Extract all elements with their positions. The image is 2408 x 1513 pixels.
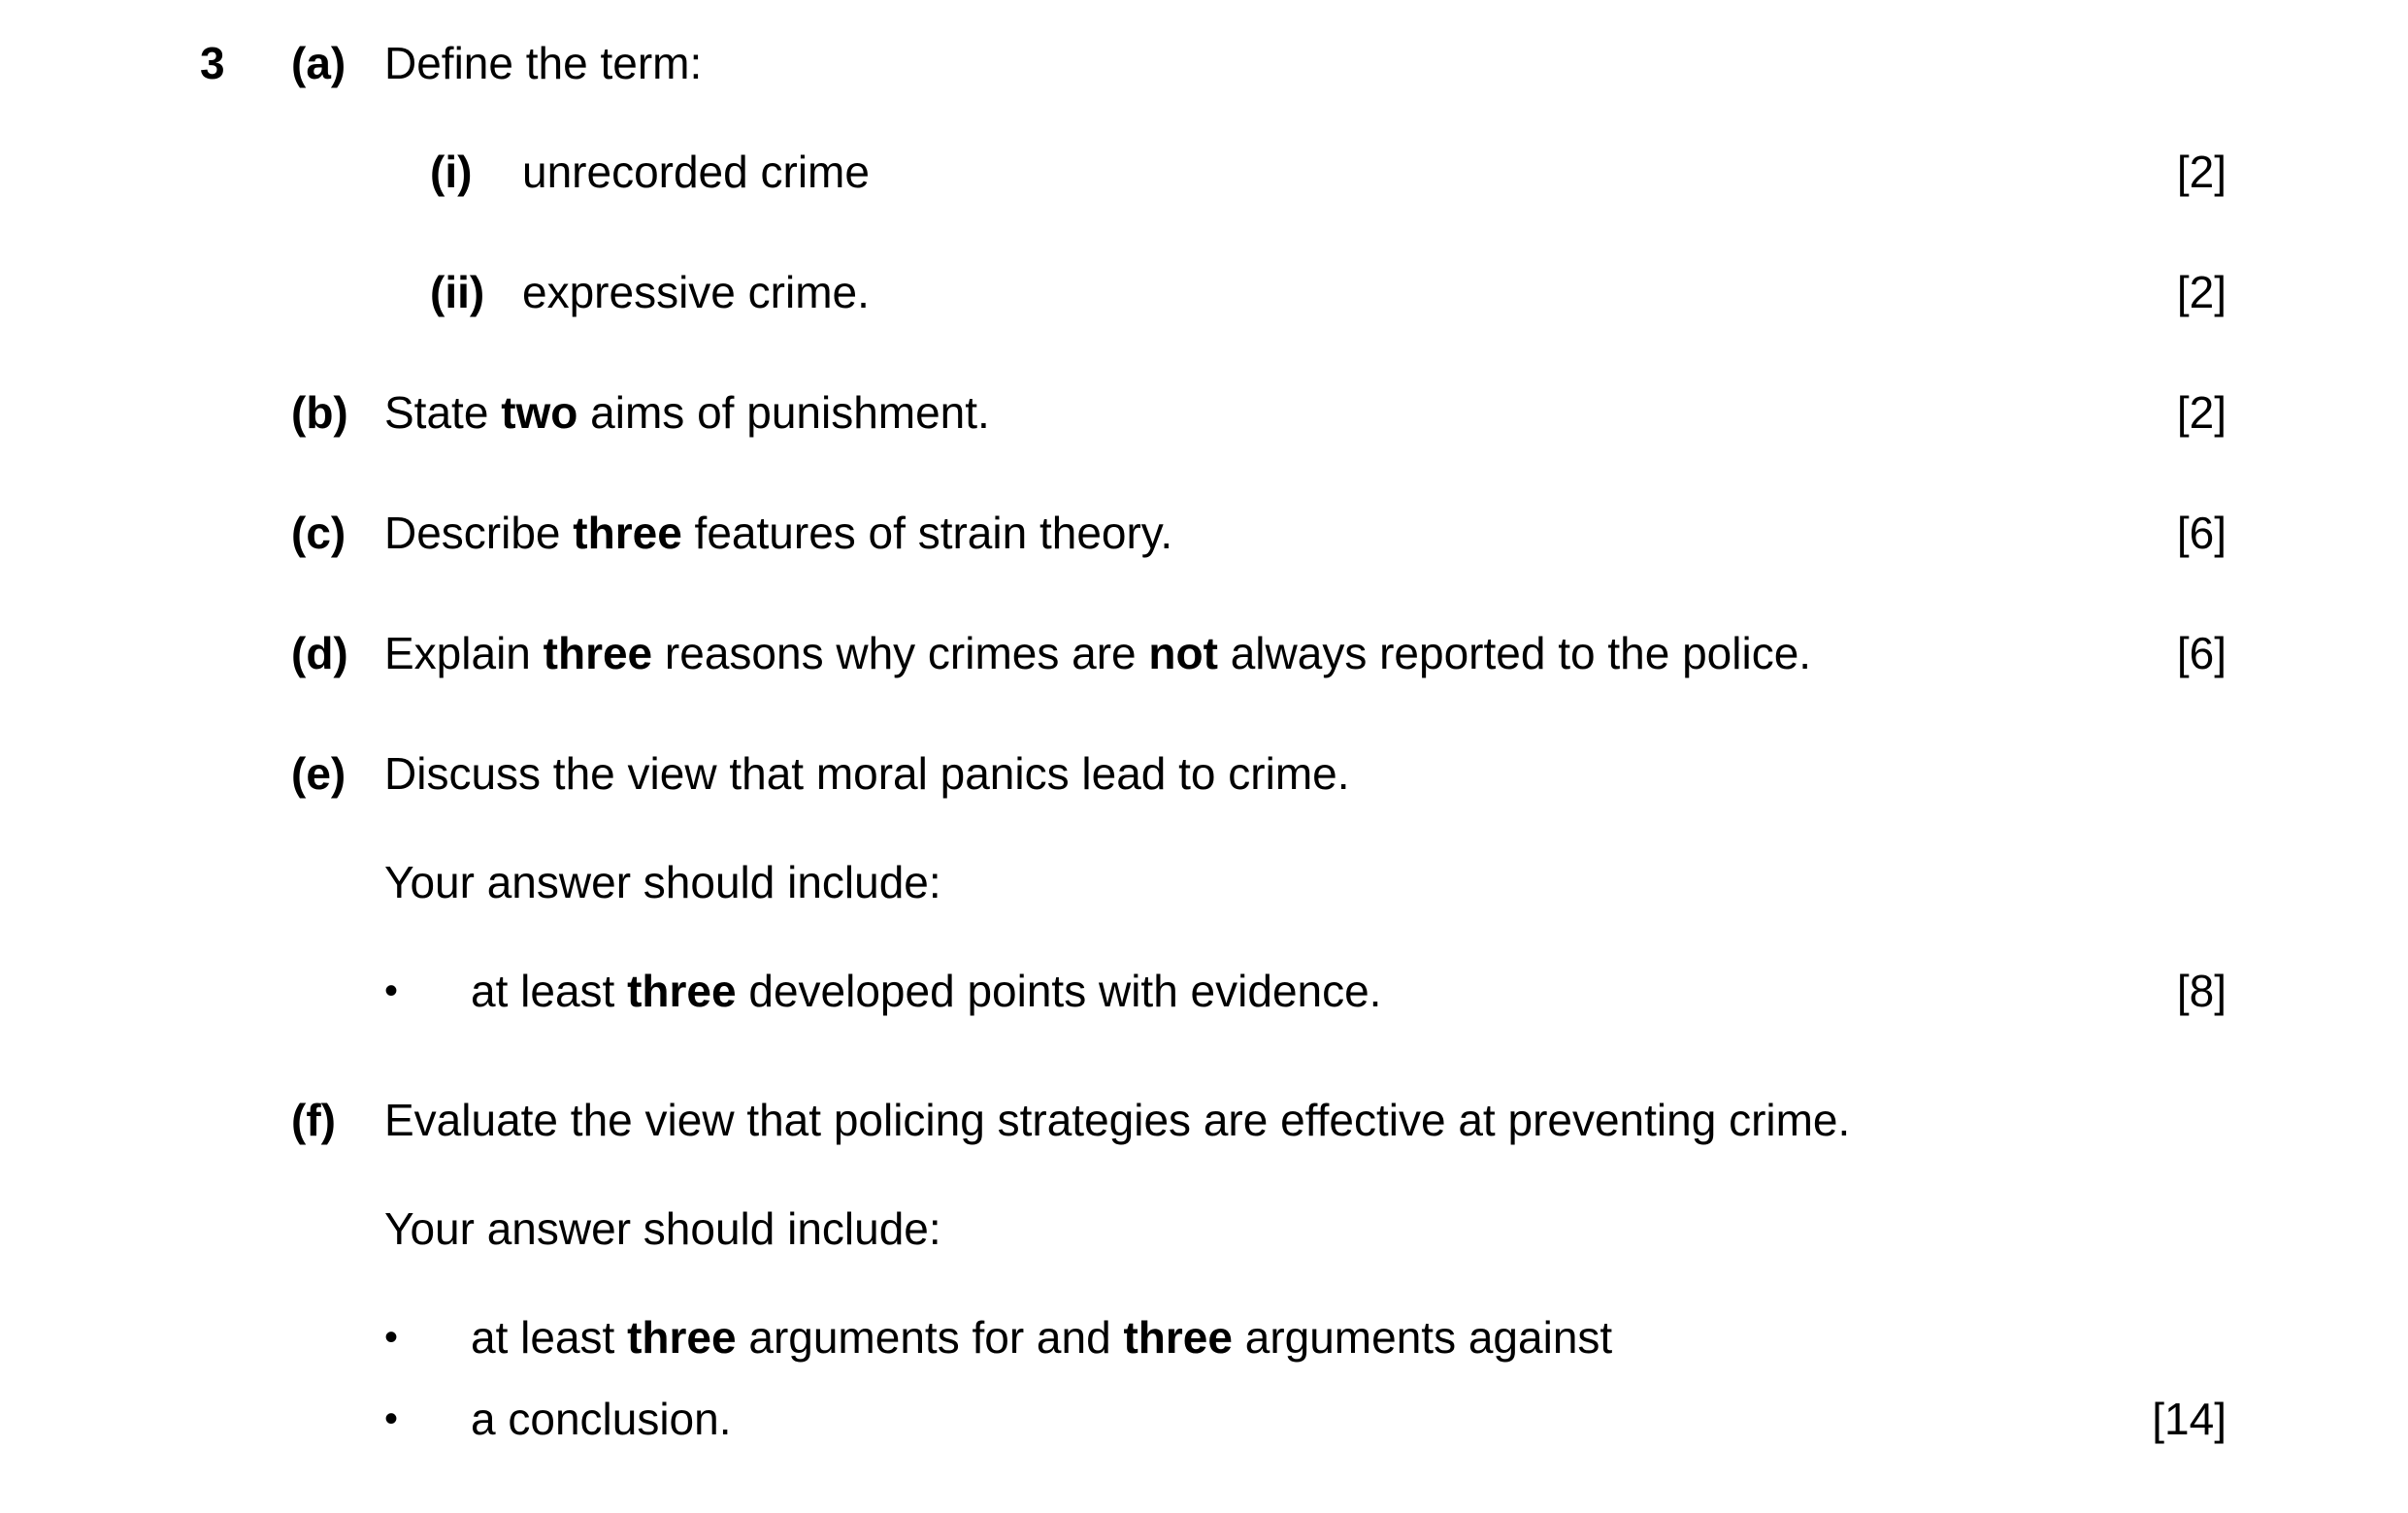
- part-f-stem: Evaluate the view that policing strategies are effective at preventing crime.: [384, 1095, 1851, 1145]
- subpart-ii-marks: [2]: [2176, 267, 2227, 317]
- part-b-text-1: State: [384, 387, 502, 438]
- part-c-text: [384, 508, 1173, 558]
- part-b-marks: [2]: [2176, 387, 2227, 438]
- part-f-bullet-1-icon: •: [384, 1316, 399, 1359]
- part-f-label: (f): [291, 1095, 336, 1145]
- part-b-label: (b): [291, 387, 348, 438]
- subpart-ii-text: expressive crime.: [522, 267, 870, 317]
- part-f-bullet-1-text-1: at least: [471, 1312, 628, 1363]
- subpart-i-text: unrecorded crime: [522, 147, 870, 197]
- part-d-text-3: always reported to the police.: [1217, 628, 1812, 678]
- part-d-text-1: Explain: [384, 628, 544, 678]
- part-f-bullet-1-emphasis-2: three: [1123, 1312, 1233, 1363]
- part-d-text: [384, 628, 1812, 678]
- part-c-marks: [6]: [2176, 508, 2227, 558]
- part-e-bullet-1-text-2: developed points with evidence.: [736, 966, 1382, 1016]
- part-f-bullet-2-text: a conclusion.: [471, 1394, 732, 1444]
- part-c-text-2: features of strain theory.: [681, 508, 1173, 558]
- part-e-bullet-1-text: [471, 966, 1382, 1016]
- part-f-bullet-2-icon: •: [384, 1398, 399, 1440]
- part-d-label: (d): [291, 628, 348, 678]
- part-e-marks: [8]: [2176, 966, 2227, 1016]
- part-e-bullet-1-emphasis: three: [627, 966, 737, 1016]
- part-f-bullet-1-emphasis-1: three: [627, 1312, 737, 1363]
- subpart-i-label: (i): [430, 147, 473, 197]
- part-d-text-2: reasons why crimes are: [652, 628, 1149, 678]
- part-e-bullet-1-icon: •: [384, 970, 399, 1012]
- part-d-emphasis-1: three: [543, 628, 653, 678]
- part-e-guidance: Your answer should include:: [384, 857, 941, 907]
- subpart-ii-label: (ii): [430, 267, 485, 317]
- part-b-text-2: aims of punishment.: [577, 387, 990, 438]
- part-e-stem: Discuss the view that moral panics lead to crime.: [384, 748, 1350, 799]
- part-f-guidance: Your answer should include:: [384, 1203, 941, 1254]
- subpart-i-marks: [2]: [2176, 147, 2227, 197]
- part-f-marks: [14]: [2152, 1394, 2227, 1444]
- part-c-label: (c): [291, 508, 346, 558]
- part-a-label: (a): [291, 38, 346, 88]
- part-f-bullet-1-text-2: arguments for and: [736, 1312, 1124, 1363]
- part-f-bullet-1-text: [471, 1312, 1613, 1363]
- part-c-emphasis: three: [573, 508, 682, 558]
- part-e-label: (e): [291, 748, 346, 799]
- part-a-stem: Define the term:: [384, 38, 703, 88]
- part-d-emphasis-2: not: [1148, 628, 1218, 678]
- part-b-emphasis: two: [501, 387, 578, 438]
- part-e-bullet-1-text-1: at least: [471, 966, 628, 1016]
- part-b-text: [384, 387, 990, 438]
- part-d-marks: [6]: [2176, 628, 2227, 678]
- question-number: 3: [200, 38, 225, 88]
- part-c-text-1: Describe: [384, 508, 574, 558]
- part-f-bullet-1-text-3: arguments against: [1232, 1312, 1613, 1363]
